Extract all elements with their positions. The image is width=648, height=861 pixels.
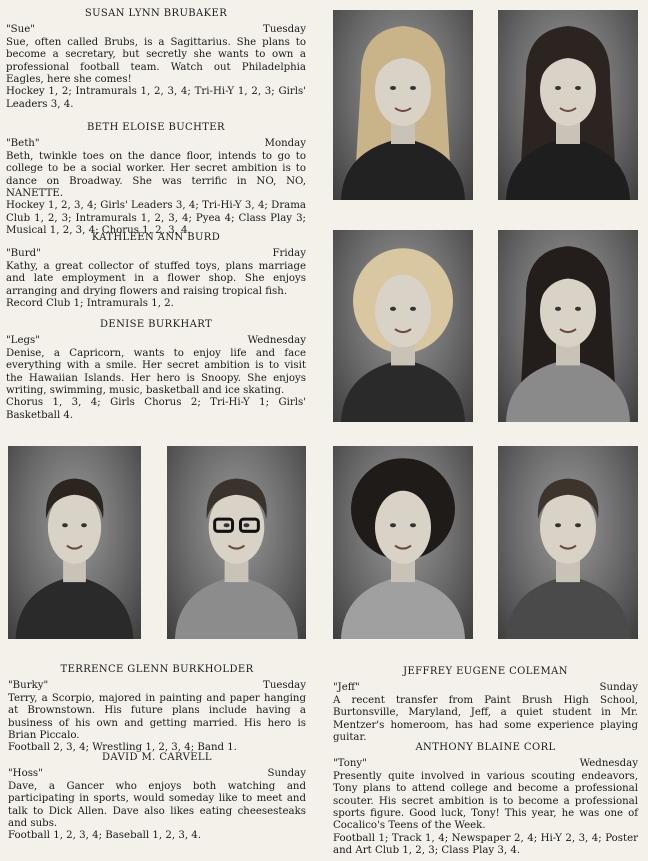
student-name: BETH ELOISE BUCHTER: [87, 122, 225, 133]
nickname: "Burd": [6, 248, 41, 260]
shoulders: [341, 576, 465, 639]
student-name: DAVID M. CARVELL: [102, 752, 212, 763]
nickname: "Beth": [6, 138, 40, 150]
bio: Denise, a Capricorn, wants to enjoy life and face everything with a smile. Her secret ambition is to visit the Hawaiian Islands. Her hero is Snoopy. She enjoys writing, swimming, music, basketball and ice skating.: [6, 347, 306, 397]
eye-left: [555, 523, 561, 527]
activities: Football 1; Track 1, 4; Newspaper 2, 4; Hi-Y 2, 3, 4; Poster and Art Club 1, 2, 3; Class Play 3, 4.: [333, 832, 638, 857]
birth-day: Tuesday: [263, 680, 306, 692]
nickname: "Hoss": [8, 768, 43, 780]
entry-burkhart: [6, 319, 306, 422]
shoulders: [341, 359, 465, 422]
nickname: "Sue": [6, 24, 35, 36]
portrait-burkholder: [8, 446, 141, 639]
eye-right: [410, 523, 416, 527]
entry-buchter: [6, 122, 306, 238]
eye-left: [390, 523, 396, 527]
eye-left: [555, 86, 561, 90]
student-name: KATHLEEN ANN BURD: [91, 232, 221, 243]
activities: Record Club 1; Intramurals 1, 2.: [6, 298, 174, 310]
nickname: "Tony": [333, 758, 367, 770]
activities: Football 2, 3, 4; Wrestling 1, 2, 3, 4; Band 1.: [8, 742, 237, 754]
nickname: "Jeff": [333, 682, 360, 694]
eye-left: [224, 523, 230, 527]
birth-day: Wednesday: [247, 335, 306, 347]
eye-right: [410, 307, 416, 311]
shoulders: [506, 576, 630, 639]
bio: Presently quite involved in various scouting endeavors, Tony plans to attend college and become a professional scouter. His secret ambition is to become a professional sports figure. Good luck, Tony! This year, he was one of Cocalico's Teens of the Week.: [333, 770, 638, 832]
student-name: TERRENCE GLENN BURKHOLDER: [60, 664, 254, 675]
eye-right: [575, 86, 581, 90]
birth-day: Sunday: [267, 768, 306, 780]
eye-left: [390, 86, 396, 90]
portrait-buchter: [498, 10, 638, 200]
birth-day: Sunday: [599, 682, 638, 694]
face: [375, 274, 431, 347]
eye-left: [390, 307, 396, 311]
portrait-brubaker: [333, 10, 473, 200]
activities: Chorus 1, 3, 4; Girls Chorus 2; Tri-Hi-Y 1; Girls' Basketball 4.: [6, 397, 306, 421]
entry-burkholder: [8, 664, 306, 755]
entry-burd: [6, 232, 306, 310]
eye-left: [555, 307, 561, 311]
entry-coleman: [333, 666, 638, 744]
activities: Hockey 1, 2, 3, 4; Girls' Leaders 3, 4; Tri-Hi-Y 3, 4; Drama Club 1, 2, 3; Intramurals 1, 2, 3, 4; Pyea 4; Class Play 3; Musical 1, 2, 3, 4; Chorus 1, 2, 3, 4.: [6, 200, 306, 237]
bio: Dave, a Gancer who enjoys both watching and participating in sports, would someday like to meet and talk to Dick Allen. Dave also likes eating cheesesteaks and subs.: [8, 780, 306, 830]
eye-right: [243, 523, 249, 527]
birth-day: Tuesday: [263, 24, 306, 36]
portrait-carvell: [167, 446, 306, 639]
student-name: JEFFREY EUGENE COLEMAN: [403, 666, 568, 677]
entry-corl: [333, 742, 638, 858]
nickname: "Legs": [6, 335, 40, 347]
student-name: SUSAN LYNN BRUBAKER: [84, 8, 228, 19]
eye-right: [575, 307, 581, 311]
portrait-corl: [498, 446, 638, 639]
student-name: ANTHONY BLAINE CORL: [415, 742, 556, 753]
activities: Football 1, 2, 3, 4; Baseball 1, 2, 3, 4.: [8, 830, 202, 842]
eye-right: [81, 523, 87, 527]
birth-day: Wednesday: [579, 758, 638, 770]
birth-day: Friday: [272, 248, 306, 260]
eye-left: [62, 523, 68, 527]
portrait-burkhart: [498, 230, 638, 422]
bio: Sue, often called Brubs, is a Sagittarius. She plans to become a secretary, but secretly she wants to own a professional football team. Watch out Philadelphia Eagles, here she comes!: [6, 36, 306, 86]
bio: Beth, twinkle toes on the dance floor, intends to go to college to be a social worker. Her secret ambition is to dance on Broadway. She was terrific in NO, NO, NANETTE.: [6, 150, 306, 200]
entry-brubaker: [6, 8, 306, 111]
shoulders: [175, 576, 298, 639]
nickname: "Burky": [8, 680, 49, 692]
eye-right: [410, 86, 416, 90]
eye-right: [575, 523, 581, 527]
portrait-burd: [333, 230, 473, 422]
birth-day: Monday: [264, 138, 306, 150]
portrait-coleman: [333, 446, 473, 639]
face: [375, 491, 431, 564]
bio: A recent transfer from Paint Brush High School, Burtonsville, Maryland, Jeff, a quiet student in Mr. Mentzer's homeroom, has had some experience playing guitar.: [333, 694, 638, 744]
activities: Hockey 1, 2; Intramurals 1, 2, 3, 4; Tri-Hi-Y 1, 2, 3; Girls' Leaders 3, 4.: [6, 86, 306, 110]
student-name: DENISE BURKHART: [99, 319, 213, 330]
shoulders: [16, 576, 134, 639]
bio: Terry, a Scorpio, majored in painting and paper hanging at Brownstown. His future plans include having a business of his own and getting married. His hero is Brian Piccalo.: [8, 692, 306, 742]
entry-carvell: [8, 752, 306, 843]
bio: Kathy, a great collector of stuffed toys, plans marriage and late employment in a flower shop. She enjoys arranging and drying flowers and raising tropical fish.: [6, 260, 306, 297]
